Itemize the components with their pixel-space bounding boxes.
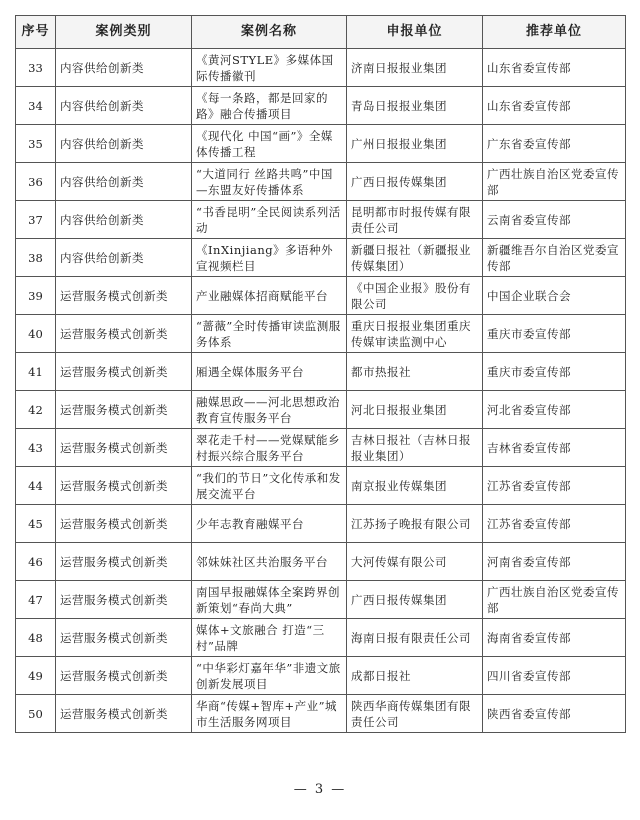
cell-recommender: 江苏省委宣传部	[483, 505, 626, 543]
cell-no: 37	[16, 201, 56, 239]
table-row	[16, 201, 626, 239]
cell-no: 34	[16, 87, 56, 125]
cell-no: 46	[16, 543, 56, 581]
cell-recommender: 广西壮族自治区党委宣传部	[483, 163, 626, 201]
cell-case-name: 《InXinjiang》多语种外宣视频栏目	[192, 239, 347, 277]
cell-case-name: 媒体+文旅融合 打造“三村”品牌	[192, 619, 347, 657]
cell-category: 内容供给创新类	[56, 163, 192, 201]
table-row	[16, 505, 626, 543]
cell-category: 运营服务模式创新类	[56, 505, 192, 543]
cell-no: 43	[16, 429, 56, 467]
cell-applicant: 广西日报传媒集团	[347, 163, 483, 201]
cell-category: 运营服务模式创新类	[56, 277, 192, 315]
cell-no: 41	[16, 353, 56, 391]
cell-case-name: 邻妹妹社区共治服务平台	[192, 543, 347, 581]
case-table	[15, 15, 626, 733]
table-body	[16, 49, 626, 733]
cell-applicant: 河北日报报业集团	[347, 391, 483, 429]
cell-case-name: 《黄河STYLE》多媒体国际传播徽刊	[192, 49, 347, 87]
cell-recommender: 江苏省委宣传部	[483, 467, 626, 505]
cell-no: 40	[16, 315, 56, 353]
cell-applicant: 广西日报传媒集团	[347, 581, 483, 619]
cell-case-name: 厢遇全媒体服务平台	[192, 353, 347, 391]
cell-case-name: “我们的节日”文化传承和发展交流平台	[192, 467, 347, 505]
cell-no: 35	[16, 125, 56, 163]
header-no: 序号	[16, 16, 56, 49]
cell-recommender: 河南省委宣传部	[483, 543, 626, 581]
cell-recommender: 广西壮族自治区党委宣传部	[483, 581, 626, 619]
cell-case-name: 翠花走千村——党媒赋能乡村振兴综合服务平台	[192, 429, 347, 467]
cell-case-name: “中华彩灯嘉年华”非遗文旅创新发展项目	[192, 657, 347, 695]
table-row	[16, 657, 626, 695]
cell-no: 50	[16, 695, 56, 733]
header-row	[16, 16, 626, 49]
cell-no: 49	[16, 657, 56, 695]
cell-category: 运营服务模式创新类	[56, 353, 192, 391]
cell-recommender: 重庆市委宣传部	[483, 315, 626, 353]
cell-case-name: “书香昆明”全民阅读系列活动	[192, 201, 347, 239]
table-row	[16, 87, 626, 125]
cell-applicant: 吉林日报社（吉林日报报业集团）	[347, 429, 483, 467]
cell-category: 运营服务模式创新类	[56, 581, 192, 619]
cell-recommender: 新疆维吾尔自治区党委宣传部	[483, 239, 626, 277]
table-row	[16, 619, 626, 657]
cell-no: 45	[16, 505, 56, 543]
cell-case-name: “大道同行 丝路共鸣”中国—东盟友好传播体系	[192, 163, 347, 201]
table-row	[16, 391, 626, 429]
document-page	[15, 15, 625, 733]
cell-category: 运营服务模式创新类	[56, 657, 192, 695]
cell-recommender: 吉林省委宣传部	[483, 429, 626, 467]
cell-case-name: 产业融媒体招商赋能平台	[192, 277, 347, 315]
cell-applicant: 济南日报报业集团	[347, 49, 483, 87]
table-row	[16, 353, 626, 391]
cell-applicant: 青岛日报报业集团	[347, 87, 483, 125]
table-row	[16, 581, 626, 619]
cell-no: 39	[16, 277, 56, 315]
cell-no: 38	[16, 239, 56, 277]
cell-applicant: 南京报业传媒集团	[347, 467, 483, 505]
cell-case-name: 融媒思政——河北思想政治教育宣传服务平台	[192, 391, 347, 429]
cell-no: 33	[16, 49, 56, 87]
cell-case-name: 少年志教育融媒平台	[192, 505, 347, 543]
cell-case-name: “蔷薇”全时传播审读监测服务体系	[192, 315, 347, 353]
cell-category: 运营服务模式创新类	[56, 543, 192, 581]
cell-no: 48	[16, 619, 56, 657]
table-row	[16, 543, 626, 581]
cell-applicant: 昆明都市时报传媒有限责任公司	[347, 201, 483, 239]
cell-applicant: 新疆日报社（新疆报业传媒集团）	[347, 239, 483, 277]
table-row	[16, 277, 626, 315]
cell-case-name: 南国早报融媒体全案跨界创新策划“春尚大典”	[192, 581, 347, 619]
cell-case-name: 《每一条路，都是回家的路》融合传播项目	[192, 87, 347, 125]
cell-category: 运营服务模式创新类	[56, 315, 192, 353]
table-row	[16, 163, 626, 201]
cell-applicant: 成都日报社	[347, 657, 483, 695]
cell-applicant: 江苏扬子晚报有限公司	[347, 505, 483, 543]
table-row	[16, 125, 626, 163]
table-row	[16, 49, 626, 87]
cell-applicant: 重庆日报报业集团重庆传媒审读监测中心	[347, 315, 483, 353]
cell-recommender: 陕西省委宣传部	[483, 695, 626, 733]
cell-category: 运营服务模式创新类	[56, 429, 192, 467]
header-recommender: 推荐单位	[483, 16, 626, 49]
cell-recommender: 云南省委宣传部	[483, 201, 626, 239]
cell-category: 内容供给创新类	[56, 201, 192, 239]
cell-recommender: 海南省委宣传部	[483, 619, 626, 657]
cell-applicant: 陕西华商传媒集团有限责任公司	[347, 695, 483, 733]
table-row	[16, 695, 626, 733]
cell-no: 36	[16, 163, 56, 201]
cell-no: 47	[16, 581, 56, 619]
cell-category: 内容供给创新类	[56, 87, 192, 125]
cell-case-name: 华商“传媒+智库+产业”城市生活服务网项目	[192, 695, 347, 733]
cell-applicant: 广州日报报业集团	[347, 125, 483, 163]
cell-case-name: 《现代化 中国“画”》全媒体传播工程	[192, 125, 347, 163]
table-header	[16, 16, 626, 49]
table-row	[16, 315, 626, 353]
cell-applicant: 海南日报有限责任公司	[347, 619, 483, 657]
cell-recommender: 中国企业联合会	[483, 277, 626, 315]
cell-recommender: 四川省委宣传部	[483, 657, 626, 695]
table-row	[16, 429, 626, 467]
cell-category: 运营服务模式创新类	[56, 391, 192, 429]
header-category: 案例类别	[56, 16, 192, 49]
cell-category: 内容供给创新类	[56, 239, 192, 277]
page-number: — 3 —	[293, 782, 347, 797]
cell-category: 运营服务模式创新类	[56, 619, 192, 657]
cell-category: 运营服务模式创新类	[56, 695, 192, 733]
cell-applicant: 大河传媒有限公司	[347, 543, 483, 581]
cell-no: 44	[16, 467, 56, 505]
cell-recommender: 河北省委宣传部	[483, 391, 626, 429]
cell-no: 42	[16, 391, 56, 429]
cell-recommender: 广东省委宣传部	[483, 125, 626, 163]
cell-applicant: 《中国企业报》股份有限公司	[347, 277, 483, 315]
table-row	[16, 239, 626, 277]
cell-category: 内容供给创新类	[56, 49, 192, 87]
cell-recommender: 山东省委宣传部	[483, 49, 626, 87]
cell-category: 内容供给创新类	[56, 125, 192, 163]
cell-category: 运营服务模式创新类	[56, 467, 192, 505]
cell-recommender: 重庆市委宣传部	[483, 353, 626, 391]
cell-recommender: 山东省委宣传部	[483, 87, 626, 125]
header-unit: 申报单位	[347, 16, 483, 49]
table-row	[16, 467, 626, 505]
cell-applicant: 都市热报社	[347, 353, 483, 391]
header-name: 案例名称	[192, 16, 347, 49]
